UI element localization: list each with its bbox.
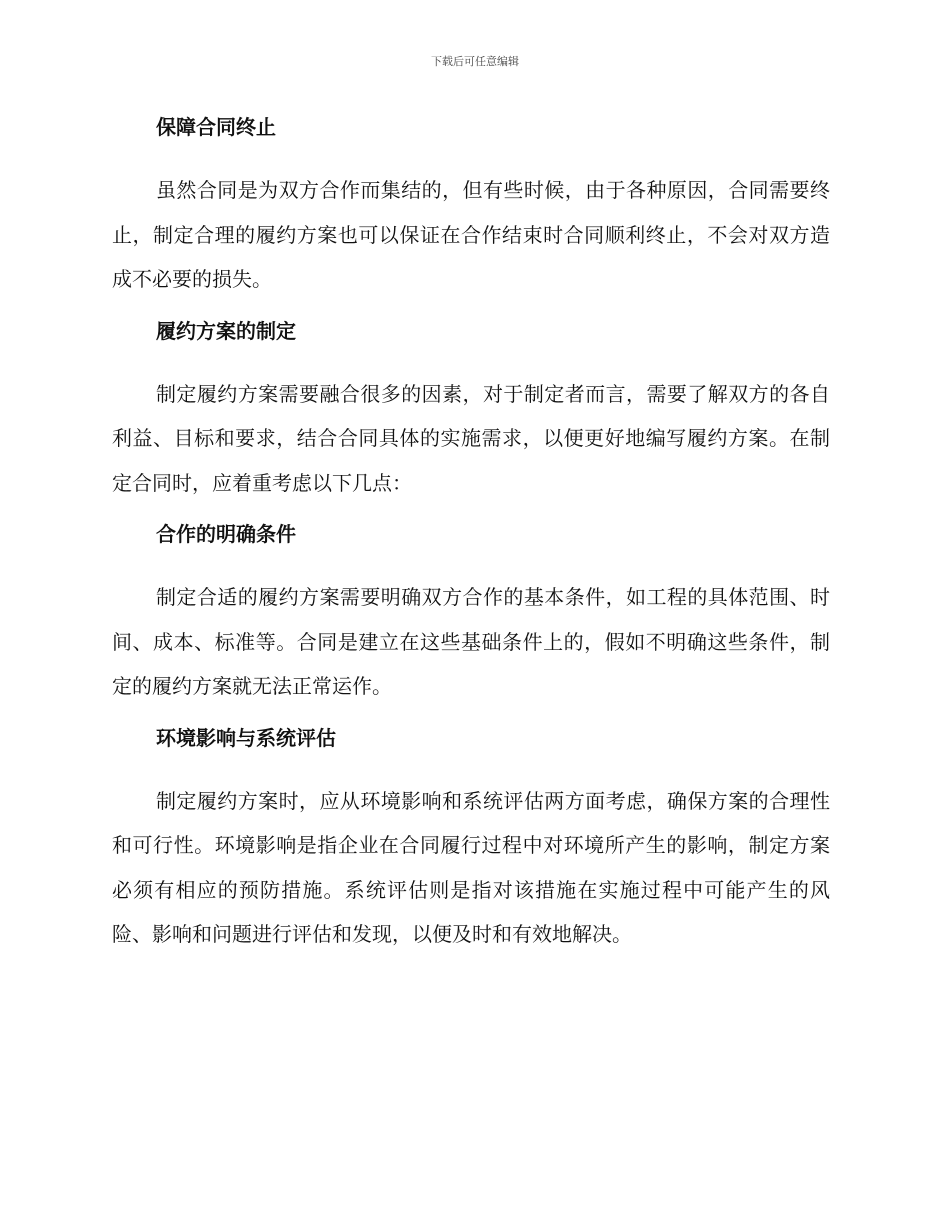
section-paragraph: 制定履约方案需要融合很多的因素，对于制定者而言，需要了解双方的各自利益、目标和要求，结合合同具体的实施需求，以便更好地编写履约方案。在制定合同时，应着重考虑以下几点： (112, 381, 830, 495)
section-heading: 履约方案的制定 (156, 318, 296, 343)
section-clear-conditions (112, 517, 830, 721)
section-contract-termination (112, 110, 830, 314)
document-body (112, 110, 830, 957)
section-paragraph: 制定合适的履约方案需要明确双方合作的基本条件，如工程的具体范围、时间、成本、标准等。合同是建立在这些基础条件上的，假如不明确这些条件，制定的履约方案就无法正常运作。 (112, 585, 830, 698)
section-heading: 环境影响与系统评估 (156, 725, 336, 750)
section-paragraph: 制定履约方案时，应从环境影响和系统评估两方面考虑，确保方案的合理性和可行性。环境影响是指企业在合同履行过程中对环境所产生的影响，制定方案必须有相应的预防措施。系统评估则是指对该措施在实施过程中可能产生的风险、影响和问题进行评估和发现，以便及时和有效地解决。 (112, 788, 830, 946)
section-heading: 合作的明确条件 (156, 522, 296, 546)
header-note: 下载后可任意编辑 (431, 55, 519, 68)
section-environment-assessment (112, 721, 830, 957)
section-heading: 保障合同终止 (156, 115, 276, 139)
section-paragraph: 虽然合同是为双方合作而集结的，但有些时候，由于各种原因，合同需要终止，制定合理的履约方案也可以保证在合作结束时合同顺利终止，不会对双方造成不必要的损失。 (112, 178, 830, 291)
section-plan-formulation (112, 314, 830, 518)
